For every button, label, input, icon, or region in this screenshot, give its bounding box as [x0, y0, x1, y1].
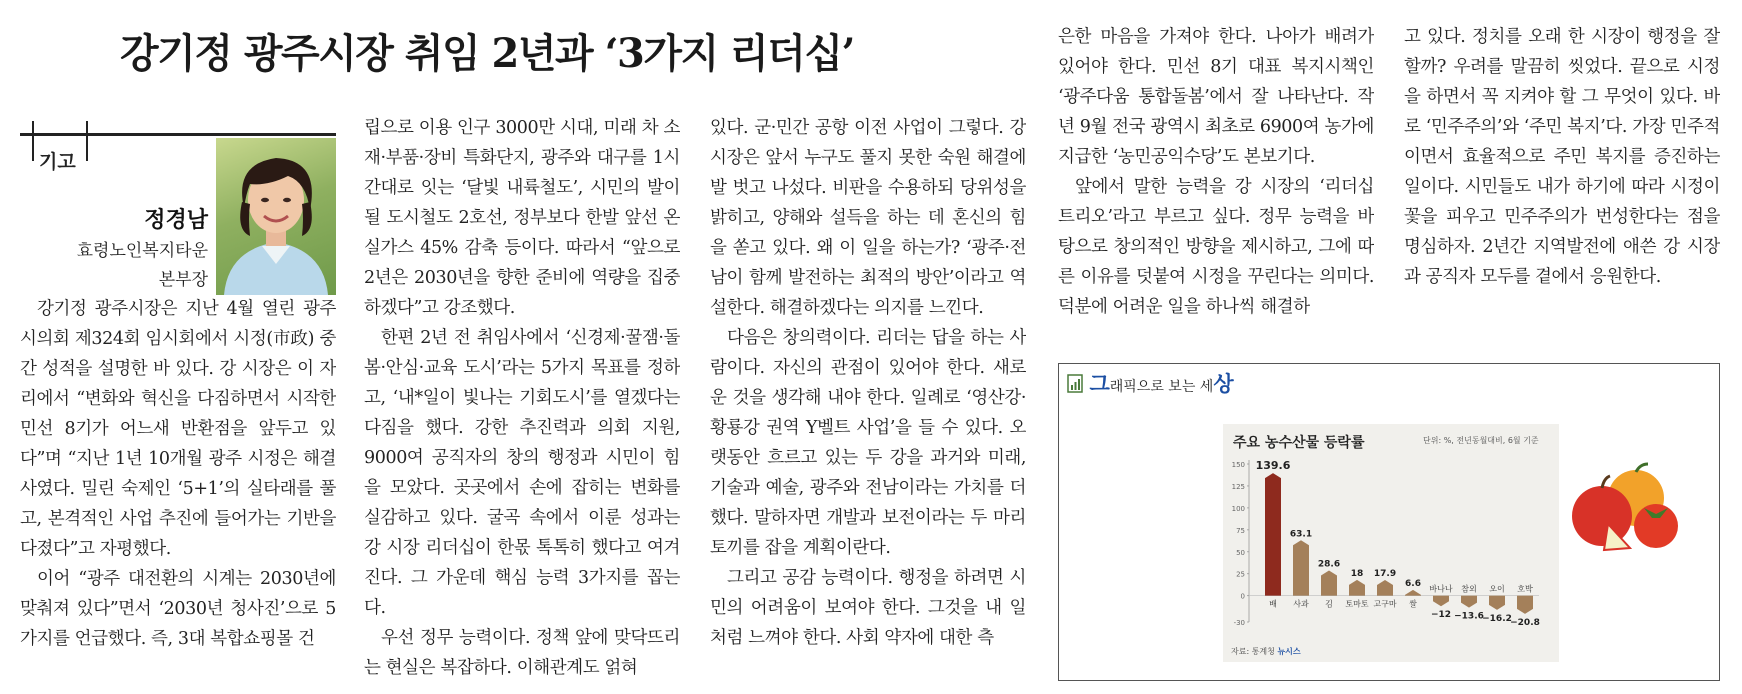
- chart-panel: [1223, 424, 1559, 662]
- apple-fruit: [1572, 486, 1632, 546]
- column-3: [710, 113, 1026, 687]
- category-label: 호박: [1517, 584, 1533, 594]
- col4-paragraph-1: 은한 마음을 가져야 한다. 나아가 배려가 있어야 한다. 민선 8기 대표 복지시책인 ‘광주다움 통합돌봄’에서 잘 나타난다. 작년 9월 전국 광역시 최초로 6900여 농가에 지급한 ‘농민공익수당’도 본보기다.: [1058, 27, 1374, 167]
- col3-paragraph-1: 있다. 군·민간 공항 이전 사업이 그렇다. 강 시장은 앞서 누구도 풀지 못한 숙원 해결에 발 벗고 나섰다. 비판을 수용하되 당위성을 밝히고, 양해와 설득을 하는 데 혼신의 힘을 쏟고 있다. 왜 이 일을 하는가? ‘광주·전남이 함께 발전하는 최적의 방안’이라고 역설한다. 해결하겠다는 의지를 느낀다.: [710, 118, 1026, 318]
- document-chart-icon: [1067, 374, 1085, 394]
- headline: 강기정 광주시장 취임 2년과 ‘3가지 리더십’: [120, 30, 854, 77]
- category-label: 오이: [1489, 584, 1505, 594]
- column-4: [1058, 22, 1374, 332]
- fruit-illustration: [1564, 456, 1684, 566]
- column-2: [364, 113, 680, 687]
- y-tick-label: 75: [1236, 526, 1245, 535]
- bar: [1349, 580, 1365, 596]
- column-1: [20, 294, 336, 686]
- bar-chart: [1223, 424, 1559, 662]
- y-tick-label: 0: [1240, 592, 1245, 601]
- col4-paragraph-2: 앞에서 말한 능력을 강 시장의 ‘리더십 트리오’라고 부르고 싶다. 정무 능력을 바탕으로 창의적인 방향을 제시하고, 그에 따른 이유를 덧붙여 시정을 꾸린다는 의미다. 덕분에 어려운 일을 하나씩 해결하: [1058, 177, 1374, 317]
- infographic-header-last: 상: [1213, 372, 1234, 396]
- byline-rule: [20, 133, 336, 136]
- col2-paragraph-2: 한편 2년 전 취임사에서 ‘신경제·꿀잼·돌봄·안심·교육 도시’라는 5가지 목표를 정하고, ‘내*일이 빛나는 기회도시’를 열겠다는 다짐을 했다. 강한 추진력과 의회 지원, 9000여 공직자의 창의 행정과 시민이 힘을 모았다. 곳곳에서 손에 잡히는 변화를 실감하고 있다. 굴곡 속에서 이룬 성과는 강 시장 리더십이 한몫 톡톡히 했다고 여겨진다. 그 가운데 핵심 능력 3가지를 꼽는다.: [364, 328, 680, 618]
- bar: [1517, 596, 1533, 614]
- bar: [1405, 590, 1421, 596]
- data-label: 63.1: [1289, 529, 1313, 540]
- portrait-illustration: [216, 138, 336, 295]
- bar: [1377, 580, 1393, 596]
- author-portrait: [216, 138, 336, 295]
- y-tick-label: 150: [1231, 461, 1245, 469]
- y-tick-label: 50: [1236, 548, 1245, 557]
- bar: [1433, 596, 1449, 607]
- col2-paragraph-1: 립으로 이용 인구 3000만 시대, 미래 차 소재·부품·장비 특화단지, 광주와 대구를 1시간대로 잇는 ‘달빛 내륙철도’, 시민의 발이 될 도시철도 2호선, 정부보다 한발 앞선 온실가스 45% 감축 등이다. 따라서 “앞으로 2년은 2030년을 향한 준비에 역량을 집중하겠다”고 강조했다.: [364, 118, 680, 318]
- category-label: 배: [1269, 599, 1277, 609]
- data-label: 139.6: [1255, 459, 1291, 473]
- chart-source-brand: 뉴시스: [1277, 647, 1301, 656]
- y-tick-label: 100: [1231, 504, 1245, 513]
- byline: [20, 133, 336, 295]
- col3-paragraph-3: 그리고 공감 능력이다. 행정을 하려면 시민의 어려움이 보여야 한다. 그것을 내 일처럼 느껴야 한다. 사회 약자에 대한 측: [710, 568, 1026, 648]
- data-label: 6.6: [1405, 578, 1421, 589]
- byline-tick-left: [32, 121, 34, 161]
- data-label: −20.8: [1510, 617, 1540, 628]
- col1-paragraph-2: 이어 “광주 대전환의 시계는 2030년에 맞춰져 있다”면서 ‘2030년 청사진’으로 5가지를 언급했다. 즉, 3대 복합쇼핑몰 건: [20, 569, 336, 649]
- bar: [1461, 596, 1477, 608]
- category-label: 쌀: [1409, 599, 1417, 609]
- data-label: 17.9: [1373, 568, 1397, 579]
- col5-paragraph-1: 고 있다. 정치를 오래 한 시장이 행정을 잘할까? 우려를 말끔히 씻었다. 끝으로 시정을 하면서 꼭 지켜야 할 그 무엇이 있다. 바로 ‘민주주의’와 ‘주민 복지’다. 가장 민주적이면서 효율적으로 주민 복지를 증진하는 일이다. 시민들도 내가 하기에 따라 시정이 꽃을 피우고 민주주의가 번성한다는 점을 명심하자. 2년간 지역발전에 애쓴 강 시장과 공직자 모두를 곁에서 응원한다.: [1404, 27, 1720, 287]
- data-label: −12: [1430, 610, 1452, 621]
- data-label: −16.2: [1482, 613, 1512, 624]
- y-tick-label: 125: [1231, 482, 1245, 491]
- bar: [1293, 540, 1309, 595]
- infographic-header: [1067, 368, 1234, 398]
- category-label: 김: [1325, 599, 1333, 609]
- category-label: 참외: [1461, 584, 1477, 594]
- chart-source: [1231, 646, 1301, 657]
- bar: [1489, 596, 1505, 610]
- category-label: 사과: [1293, 599, 1309, 609]
- column-5: [1404, 22, 1720, 332]
- author-affiliation-line2: 본부장: [158, 270, 208, 290]
- y-tick-label: 25: [1236, 570, 1245, 579]
- chart-source-label: 자료: 통계청: [1231, 647, 1275, 656]
- tomato-fruit: [1634, 504, 1678, 548]
- author-affiliation: [8, 237, 208, 295]
- y-tick-label: -30: [1233, 619, 1245, 627]
- col2-paragraph-3: 우선 정무 능력이다. 정책 앞에 맞닥뜨리는 현실은 복잡하다. 이해관계도 얽혀: [364, 628, 680, 678]
- chart-unit-note: 단위: %, 전년동월대비, 6월 기준: [1423, 436, 1539, 445]
- data-label: −13.6: [1454, 611, 1484, 622]
- infographic-header-middle: 래픽으로 보는 세: [1109, 379, 1214, 395]
- infographic-header-first: 그: [1089, 372, 1110, 396]
- data-label: 28.6: [1317, 559, 1341, 570]
- category-label: 토마토: [1345, 599, 1369, 609]
- infographic-box: [1058, 363, 1720, 681]
- col3-paragraph-2: 다음은 창의력이다. 리더는 답을 하는 사람이다. 자신의 관점이 있어야 한다. 새로운 것을 생각해 내야 한다. 일례로 ‘영산강·황룡강 권역 Y벨트 사업’을 들 수 있다. 오랫동안 흐르고 있는 두 강을 과거와 미래, 기술과 예술, 광주와 전남이라는 가치를 더했다. 말하자면 개발과 보전이라는 두 마리 토끼를 잡을 계획이란다.: [710, 328, 1026, 558]
- author-affiliation-line1: 효령노인복지타운: [76, 241, 208, 261]
- col1-paragraph-1: 강기정 광주시장은 지난 4월 열린 광주시의회 제324회 임시회에서 시정(市政) 중간 성적을 설명한 바 있다. 강 시장은 이 자리에서 “변화와 혁신을 다짐하면서 시작한 민선 8기가 어느새 반환점을 앞두고 있다”며 “지난 1년 10개월 광주 시정은 해결사였다. 밀린 숙제인 ‘5+1’의 실타래를 풀고, 본격적인 사업 추진에 들어가는 기반을 다졌다”고 자평했다.: [20, 299, 336, 559]
- author-name: 정경남: [144, 208, 208, 233]
- byline-tick-right: [86, 121, 88, 161]
- category-label: 고구마: [1373, 599, 1397, 609]
- bar: [1321, 571, 1337, 596]
- chart-title: 주요 농수산물 등락률: [1233, 435, 1365, 451]
- data-label: 18: [1350, 568, 1364, 579]
- section-tag: 기고: [39, 151, 76, 173]
- category-label: 바나나: [1429, 584, 1453, 594]
- bar: [1265, 473, 1281, 596]
